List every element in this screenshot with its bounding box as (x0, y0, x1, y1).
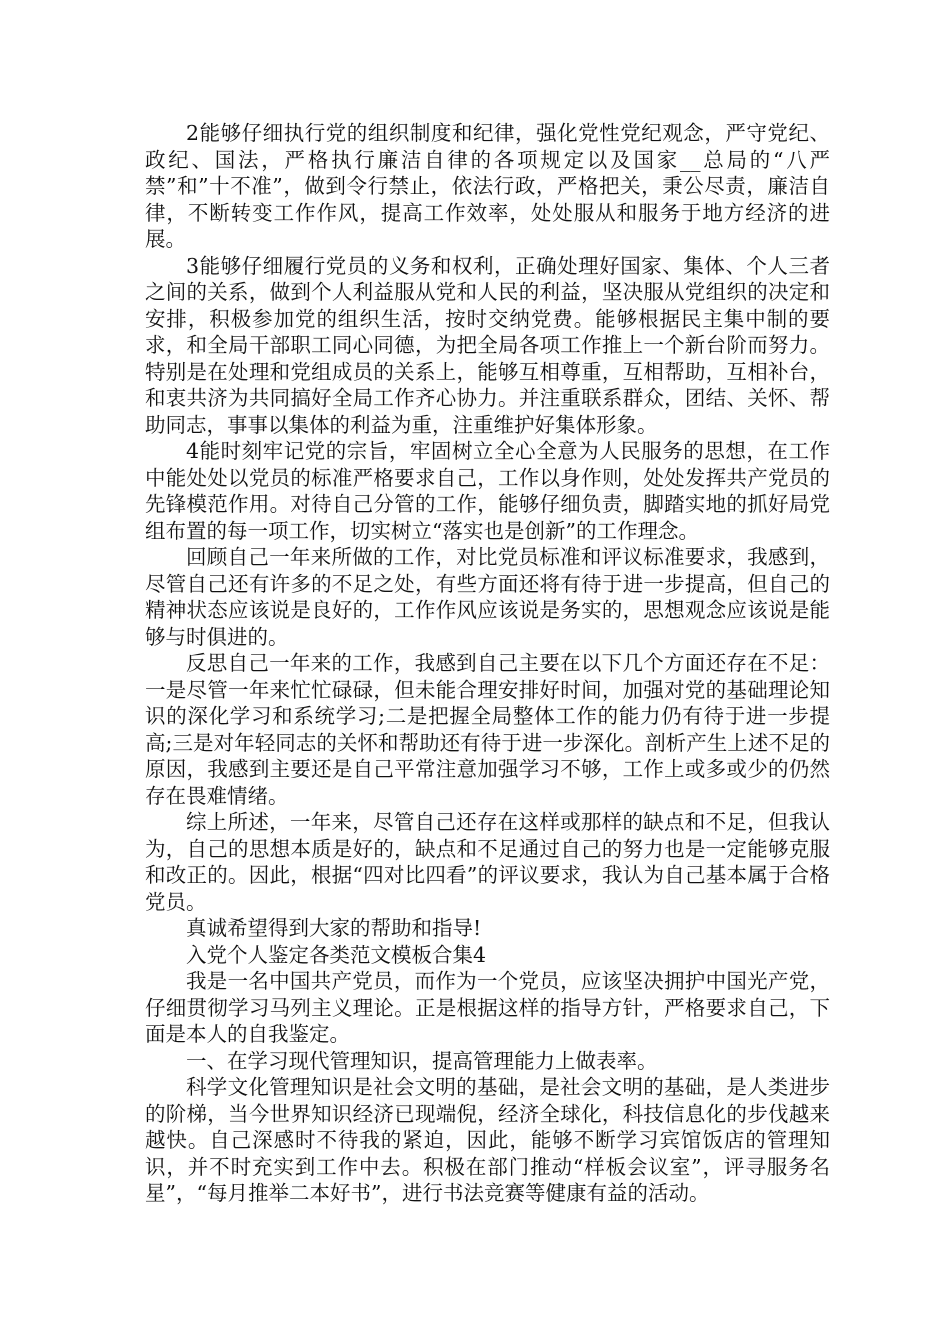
section-title: 入党个人鉴定各类范文模板合集4 (186, 942, 487, 967)
paragraph-member-duties: 3能够仔细履行党员的义务和权利，正确处理好国家、集体、个人三者之间的关系，做到个人利益服从党和人民的利益，坚决服从党组织的决定和安排，积极参加党的组织生活，按时交纳党费。能够根据民主集中制的要求，和全局干部职工同心同德，为把全局各项工作推上一个新台阶而努力。特别是在处理和党组成员的关系上，能够互相尊重，互相帮助，互相补台，和衷共济为共同搞好全局工作齐心协力。并注重联系群众，团结、关怀、帮助同志，事事以集体的利益为重，注重维护好集体形象。 (145, 253, 830, 437)
paragraph-year-review: 回顾自己一年来所做的工作，对比党员标准和评议标准要求，我感到，尽管自己还有许多的不足之处，有些方面还将有待于进一步提高，但自己的精神状态应该说是良好的，工作作风应该说是务实的，思想观念应该说是能够与时俱进的。 (145, 545, 830, 649)
paragraph-closing-wish: 真诚希望得到大家的帮助和指导! (186, 916, 482, 940)
paragraph-self-intro: 我是一名中国共产党员，而作为一个党员，应该坚决拥护中国光产党，仔细贯彻学习马列主义理论。正是根据这样的指导方针，严格要求自己，下面是本人的自我鉴定。 (145, 969, 830, 1046)
paragraph-party-purpose: 4能时刻牢记党的宗旨，牢固树立全心全意为人民服务的思想，在工作中能处处以党员的标准严格要求自己，工作以身作则，处处发挥共产党员的先锋模范作用。对待自己分管的工作，能够仔细负责，脚踏实地的抓好局党组布置的每一项工作，切实树立“落实也是创新”的工作理念。 (145, 439, 830, 543)
paragraph-shortcomings: 反思自己一年来的工作，我感到自己主要在以下几个方面还存在不足：一是尽管一年来忙忙碌碌，但未能合理安排好时间，加强对党的基础理论知识的深化学习和系统学习;二是把握全局整体工作的能力仍有待于进一步提高;三是对年轻同志的关怀和帮助还有待于进一步深化。剖析产生上述不足的原因，我感到主要还是自己平常注意加强学习不够，工作上或多或少的仍然存在畏难情绪。 (145, 651, 830, 808)
paragraph-management-learning: 科学文化管理知识是社会文明的基础，是社会文明的基础，是人类进步的阶梯，当今世界知识经济已现端倪，经济全球化，科技信息化的步伐越来越快。自己深感时不待我的紧迫，因此，能够不断学习宾馆饭店的管理知识，并不时充实到工作中去。积极在部门推动“样板会议室”，评寻服务名星”，“每月推举二本好书”，进行书法竞赛等健康有益的活动。 (145, 1075, 830, 1205)
paragraph-heading-one: 一、在学习现代管理知识，提高管理能力上做表率。 (186, 1048, 658, 1073)
paragraph-summary: 综上所述，一年来，尽管自己还存在这样或那样的缺点和不足，但我认为，自己的思想本质是好的，缺点和不足通过自己的努力也是一定能够克服和改正的。因此，根据“四对比四看”的评议要求，我认为自己基本属于合格党员。 (145, 810, 830, 914)
paragraph-party-discipline: 2能够仔细执行党的组织制度和纪律，强化党性党纪观念，严守党纪、政纪、国法，严格执行廉洁自律的各项规定以及国家__总局的“八严禁”和”十不准”，做到令行禁止，依法行政，严格把关，秉公尽责，廉洁自律，不断转变工作作风，提高工作效率，处处服从和服务于地方经济的进展。 (145, 121, 830, 251)
